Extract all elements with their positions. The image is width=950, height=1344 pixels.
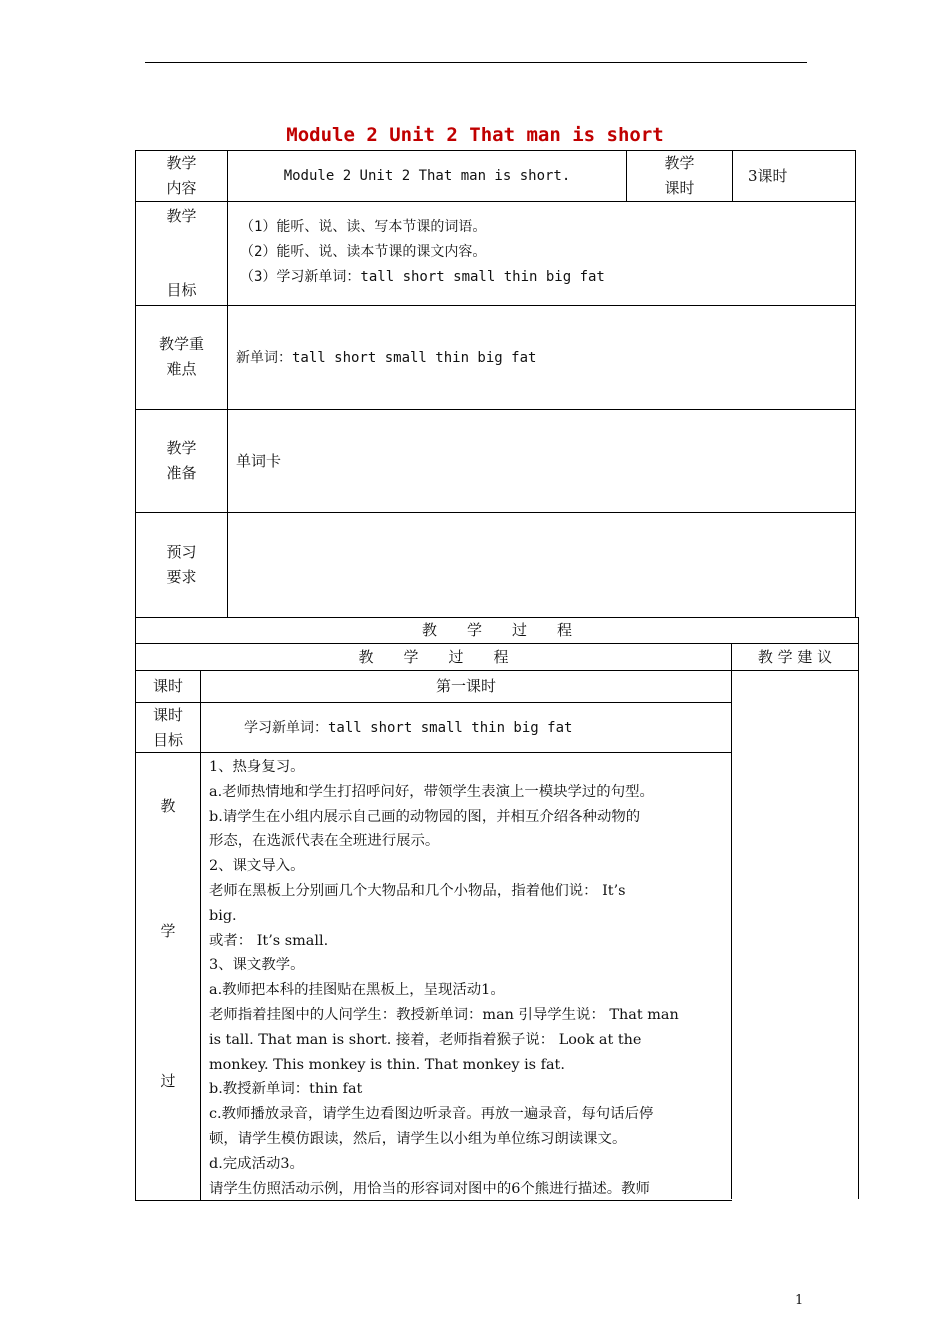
hours-label: 教学 课时 [664, 154, 695, 197]
key-value: 新单词：tall short small thin big fat [236, 350, 537, 366]
process-line: 形态，在选派代表在全班进行展示。 [209, 833, 440, 850]
content-label: 教学 内容 [166, 154, 197, 197]
goal-item: （2）能听、说、读本节课的课文内容。 [240, 244, 487, 260]
goals-label-top: 教学 [166, 207, 197, 225]
process-banner: 教 学 过 程 [421, 621, 572, 639]
preview-label: 预习 要求 [166, 543, 197, 586]
prep-label: 教学 准备 [166, 439, 197, 482]
process-line: a.教师把本科的挂图贴在黑板上，呈现活动1。 [209, 982, 505, 999]
process-line: d.完成活动3。 [209, 1155, 304, 1172]
side-char: 教 [160, 797, 176, 815]
goals-label-bottom: 目标 [166, 281, 197, 299]
key-label: 教学重 难点 [158, 335, 204, 378]
process-line: b.教授新单词：thin fat [209, 1081, 363, 1098]
goal-item: （1）能听、说、读、写本节课的词语。 [240, 219, 487, 235]
lesson-goal-label: 课时 目标 [152, 706, 183, 749]
process-line: big. [209, 907, 237, 924]
prep-value: 单词卡 [236, 452, 282, 470]
hours-value: 3课时 [748, 167, 788, 185]
page-number: 1 [795, 1293, 804, 1308]
goal-item: （3）学习新单词：tall short small thin big fat [240, 269, 605, 285]
header-rule [145, 62, 807, 63]
process-header: 教 学 过 程 [358, 648, 509, 666]
lesson-value: 第一课时 [435, 677, 496, 695]
lesson-goal-value: 学习新单词：tall short small thin big fat [244, 720, 573, 736]
process-line: 1、热身复习。 [209, 759, 305, 775]
process-line: 顿，请学生模仿跟读，然后，请学生以小组为单位练习朗读课文。 [209, 1130, 627, 1147]
page-title: Module 2 Unit 2 That man is short [286, 124, 664, 146]
process-line: b.请学生在小组内展示自己画的动物园的图，并相互介绍各种动物的 [209, 808, 641, 825]
process-line: a.老师热情地和学生打招呼问好，带领学生表演上一模块学过的句型。 [209, 783, 654, 800]
process-line: monkey. This monkey is thin. That monkey is fat. [209, 1056, 565, 1073]
goals-list [240, 215, 605, 290]
process-line: 老师指着挂图中的人问学生：教授新单词：man 引导学生说： That man [209, 1006, 679, 1023]
side-char: 过 [160, 1072, 176, 1090]
suggestion-header: 教 学 建 议 [757, 648, 833, 666]
process-line: 老师在黑板上分别画几个大物品和几个小物品，指着他们说： It’s [209, 882, 626, 899]
process-line: 或者： It’s small. [209, 932, 329, 949]
process-line: is tall. That man is short. 接着，老师指着猴子说： Look at the [209, 1031, 642, 1048]
side-char: 学 [160, 922, 176, 940]
process-line: 2、课文导入。 [209, 858, 305, 875]
process-line: 3、课文教学。 [209, 957, 305, 974]
process-line: c.教师播放录音，请学生边看图边听录音。再放一遍录音，每句话后停 [209, 1106, 654, 1123]
lesson-label: 课时 [152, 677, 183, 695]
content-value: Module 2 Unit 2 That man is short. [283, 168, 571, 184]
process-line: 请学生仿照活动示例，用恰当的形容词对图中的6个熊进行描述。教师 [209, 1180, 650, 1197]
process-content [209, 755, 679, 1201]
